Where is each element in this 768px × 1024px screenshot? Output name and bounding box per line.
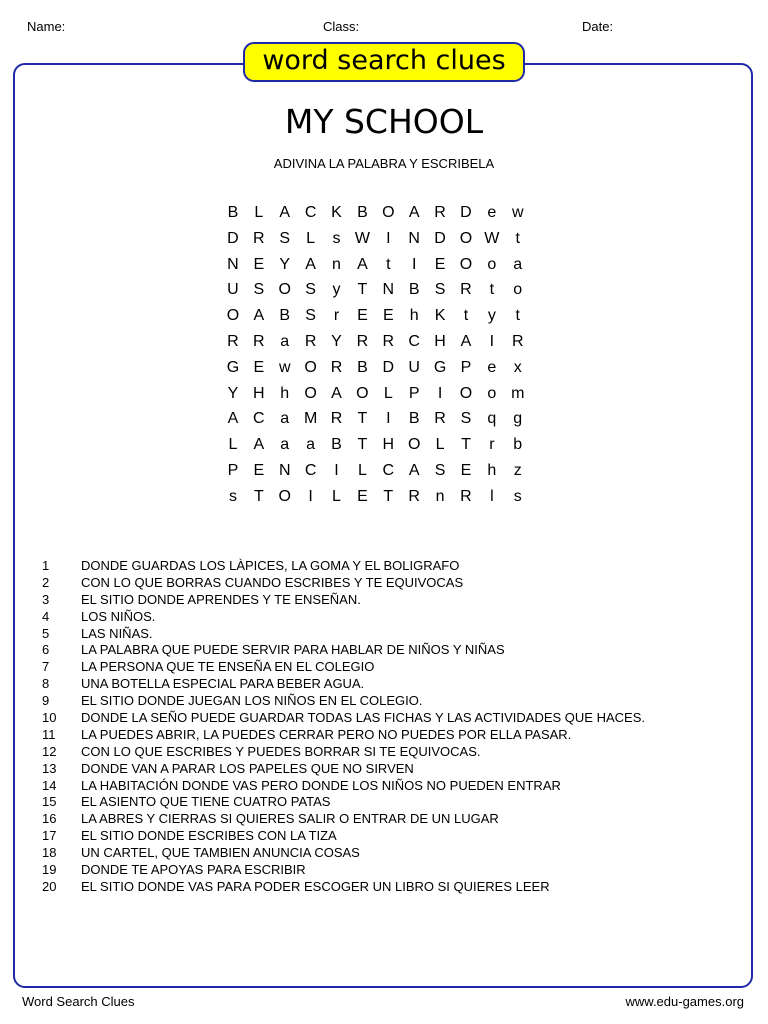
clue-text: EL SITIO DONDE ESCRIBES CON LA TIZA <box>81 828 337 844</box>
clue-text: LOS NIÑOS. <box>81 608 156 624</box>
clue-text: CON LO QUE ESCRIBES Y PUEDES BORRAR SI TE EQUIVOCAS. <box>81 743 481 759</box>
clue-item <box>0 879 768 896</box>
grid-cell[interactable]: O <box>407 436 421 454</box>
clue-number: 13 <box>42 760 57 776</box>
clue-item <box>0 710 768 727</box>
grid-cell[interactable]: O <box>459 255 473 273</box>
clue-text: LA HABITACIÓN DONDE VAS PERO DONDE LOS NIÑOS NO PUEDEN ENTRAR <box>81 777 561 793</box>
clue-list <box>0 558 768 896</box>
grid-cell[interactable]: a <box>280 436 290 454</box>
grid-cell[interactable]: t <box>515 307 520 325</box>
clue-item <box>0 744 768 761</box>
grid-cell[interactable]: t <box>515 229 520 247</box>
grid-cell[interactable]: e <box>487 204 497 221</box>
grid-cell[interactable]: C <box>408 332 420 350</box>
grid-cell[interactable]: R <box>382 332 395 350</box>
clue-item <box>0 794 768 811</box>
clue-number: 16 <box>42 811 57 827</box>
grid-cell[interactable]: E <box>434 255 446 273</box>
grid-cell[interactable]: m <box>511 384 525 402</box>
grid-cell[interactable]: T <box>383 487 394 505</box>
grid-cell[interactable]: G <box>433 358 447 376</box>
grid-row <box>220 484 546 510</box>
grid-cell[interactable]: H <box>382 436 395 454</box>
grid-cell[interactable]: K <box>331 204 342 221</box>
clue-number: 5 <box>42 625 50 641</box>
grid-cell[interactable]: C <box>253 410 265 428</box>
grid-cell[interactable]: R <box>511 332 524 350</box>
grid-cell[interactable]: a <box>513 255 523 273</box>
footer-url: www.edu-games.org <box>625 994 744 1009</box>
grid-cell[interactable]: R <box>434 204 446 221</box>
clue-text: LAS NIÑAS. <box>81 625 153 641</box>
clue-text: EL SITIO DONDE VAS PARA PODER ESCOGER UN LIBRO SI QUIERES LEER <box>81 878 550 894</box>
grid-cell[interactable]: I <box>489 332 495 350</box>
grid-cell[interactable]: O <box>459 229 473 247</box>
grid-cell[interactable]: H <box>253 384 265 402</box>
clue-number: 19 <box>42 862 57 878</box>
grid-cell[interactable]: A <box>331 384 342 402</box>
clue-text: LA ABRES Y CIERRAS SI QUIERES SALIR O ENTRAR DE UN LUGAR <box>81 811 499 827</box>
grid-cell[interactable]: N <box>408 229 420 247</box>
page-title: MY SCHOOL <box>284 102 484 141</box>
clue-text: LA PALABRA QUE PUEDE SERVIR PARA HABLAR DE NIÑOS Y NIÑAS <box>81 642 505 658</box>
clue-item <box>0 558 768 575</box>
grid-cell[interactable]: t <box>463 307 469 325</box>
grid-cell[interactable]: o <box>487 255 497 273</box>
grid-cell[interactable]: D <box>460 204 472 221</box>
grid-cell[interactable]: A <box>253 436 265 454</box>
grid-cell[interactable]: Y <box>279 255 291 273</box>
grid-cell[interactable]: I <box>308 487 313 505</box>
grid-cell[interactable]: L <box>306 229 316 247</box>
grid-cell[interactable]: g <box>513 410 523 428</box>
grid-cell[interactable]: B <box>408 410 420 428</box>
clue-item <box>0 828 768 845</box>
grid-cell[interactable]: L <box>228 436 238 454</box>
grid-cell[interactable]: L <box>435 436 445 454</box>
grid-cell[interactable]: N <box>278 461 291 479</box>
grid-cell[interactable]: R <box>227 332 239 350</box>
grid-cell[interactable]: E <box>357 307 368 325</box>
grid-cell[interactable]: N <box>227 255 239 273</box>
clue-item <box>0 845 768 862</box>
grid-cell[interactable]: S <box>305 307 316 325</box>
clue-text: UNA BOTELLA ESPECIAL PARA BEBER AGUA. <box>81 676 365 692</box>
clue-item <box>0 659 768 676</box>
grid-cell[interactable]: R <box>434 410 446 428</box>
grid-cell[interactable]: H <box>434 332 446 350</box>
grid-cell[interactable]: A <box>357 255 368 273</box>
grid-cell[interactable]: h <box>487 461 497 479</box>
grid-cell[interactable]: T <box>253 487 264 505</box>
clue-number: 20 <box>42 878 57 894</box>
grid-cell[interactable]: S <box>460 410 472 428</box>
date-label: Date: <box>582 19 614 34</box>
grid-cell[interactable]: n <box>435 487 445 505</box>
grid-cell[interactable]: I <box>411 255 417 273</box>
clue-number: 14 <box>42 777 57 793</box>
grid-cell[interactable]: D <box>382 358 395 376</box>
grid-cell[interactable]: T <box>357 410 368 428</box>
clue-number: 6 <box>42 642 50 658</box>
clue-text: EL SITIO DONDE JUEGAN LOS NIÑOS EN EL COLEGIO. <box>81 693 423 709</box>
grid-cell[interactable]: O <box>459 384 473 402</box>
grid-row <box>220 329 546 355</box>
grid-cell[interactable]: A <box>408 204 420 221</box>
footer-title: Word Search Clues <box>22 994 135 1009</box>
grid-cell[interactable]: t <box>489 281 495 299</box>
name-label: Name: <box>27 19 66 34</box>
grid-cell[interactable]: O <box>278 281 291 299</box>
grid-cell[interactable]: s <box>332 229 341 247</box>
grid-cell[interactable]: R <box>253 229 265 247</box>
grid-cell[interactable]: h <box>280 384 290 402</box>
grid-cell[interactable]: P <box>227 461 239 479</box>
grid-cell[interactable]: N <box>382 281 395 299</box>
grid-cell[interactable]: s <box>228 487 237 505</box>
grid-cell[interactable]: R <box>304 332 317 350</box>
grid-cell[interactable]: E <box>253 255 265 273</box>
clue-item <box>0 761 768 778</box>
clue-item <box>0 811 768 828</box>
grid-row <box>220 200 546 226</box>
clue-number: 2 <box>42 574 50 590</box>
grid-cell[interactable]: a <box>306 436 316 454</box>
clue-number: 18 <box>42 845 57 861</box>
clue-number: 9 <box>42 693 50 709</box>
clue-number: 3 <box>42 591 50 607</box>
clue-item <box>0 862 768 879</box>
clue-text: EL SITIO DONDE APRENDES Y TE ENSEÑAN. <box>81 591 361 607</box>
grid-cell[interactable]: W <box>354 229 370 247</box>
grid-cell[interactable]: C <box>304 204 317 221</box>
grid-cell[interactable]: U <box>408 358 420 376</box>
clue-text: DONDE LA SEÑO PUEDE GUARDAR TODAS LAS FICHAS Y LAS ACTIVIDADES QUE HACES. <box>81 710 645 726</box>
grid-cell[interactable]: A <box>279 204 291 221</box>
class-label: Class: <box>323 19 360 34</box>
grid-cell[interactable]: B <box>408 281 420 299</box>
clue-number: 1 <box>42 558 50 573</box>
clue-text: UN CARTEL, QUE TAMBIEN ANUNCIA COSAS <box>81 845 360 861</box>
word-search-grid <box>220 200 546 510</box>
clue-number: 8 <box>42 676 50 692</box>
grid-cell[interactable]: E <box>382 307 394 325</box>
grid-cell[interactable]: C <box>304 461 317 479</box>
clue-number: 12 <box>42 743 57 759</box>
clue-number: 17 <box>42 828 57 844</box>
grid-cell[interactable]: b <box>513 436 523 454</box>
grid-cell[interactable]: I <box>334 461 339 479</box>
grid-cell[interactable]: Y <box>227 384 239 402</box>
grid-cell[interactable]: G <box>226 358 240 376</box>
grid-row <box>220 381 546 407</box>
grid-cell[interactable]: s <box>513 487 522 505</box>
grid-cell[interactable]: O <box>304 384 317 402</box>
clue-item <box>0 592 768 609</box>
grid-cell[interactable]: D <box>434 229 446 247</box>
clue-item <box>0 727 768 744</box>
grid-cell[interactable]: Y <box>331 332 342 350</box>
grid-row <box>220 458 546 484</box>
grid-cell[interactable]: D <box>227 229 239 247</box>
instructions: ADIVINA LA PALABRA Y ESCRIBELA <box>273 156 495 171</box>
grid-cell[interactable]: E <box>460 461 472 479</box>
grid-cell[interactable]: n <box>332 255 341 273</box>
grid-cell[interactable]: r <box>489 436 495 454</box>
clue-number: 7 <box>42 659 50 675</box>
clue-number: 4 <box>42 608 50 624</box>
grid-cell[interactable]: a <box>280 332 290 350</box>
clue-item <box>0 676 768 693</box>
grid-cell[interactable]: A <box>253 307 265 325</box>
grid-cell[interactable]: A <box>227 410 239 428</box>
grid-cell[interactable]: U <box>227 281 239 299</box>
banner-title: word search clues <box>243 42 525 82</box>
grid-cell[interactable]: A <box>460 332 472 350</box>
grid-cell[interactable]: w <box>511 204 524 221</box>
grid-cell[interactable]: B <box>279 307 291 325</box>
clue-item <box>0 609 768 626</box>
grid-cell[interactable]: R <box>330 358 343 376</box>
grid-cell[interactable]: C <box>382 461 395 479</box>
grid-cell[interactable]: R <box>460 281 472 299</box>
clue-number: 15 <box>42 794 57 810</box>
grid-cell[interactable]: x <box>513 358 522 376</box>
grid-cell[interactable]: S <box>253 281 265 299</box>
grid-cell[interactable]: r <box>333 307 340 325</box>
grid-cell[interactable]: z <box>513 461 522 479</box>
clue-text: DONDE VAN A PARAR LOS PAPELES QUE NO SIRVEN <box>81 760 414 776</box>
grid-cell[interactable]: I <box>437 384 443 402</box>
grid-cell[interactable]: T <box>357 436 368 454</box>
grid-cell[interactable]: w <box>278 358 291 376</box>
grid-cell[interactable]: O <box>356 384 369 402</box>
grid-cell[interactable]: R <box>253 332 265 350</box>
clue-text: EL ASIENTO QUE TIENE CUATRO PATAS <box>81 794 331 810</box>
grid-cell[interactable]: O <box>226 307 240 325</box>
grid-cell[interactable]: R <box>356 332 369 350</box>
clue-item <box>0 642 768 659</box>
clue-number: 11 <box>42 726 56 742</box>
grid-cell[interactable]: P <box>408 384 420 402</box>
grid-cell[interactable]: M <box>303 410 318 428</box>
clue-item <box>0 693 768 710</box>
grid-cell[interactable]: I <box>386 229 391 247</box>
grid-cell[interactable]: E <box>253 358 265 376</box>
grid-cell[interactable]: A <box>408 461 420 479</box>
grid-cell[interactable]: K <box>434 307 446 325</box>
grid-row <box>220 355 546 381</box>
clue-item <box>0 778 768 795</box>
clue-text: DONDE GUARDAS LOS LÀPICES, LA GOMA Y EL BOLIGRAFO <box>81 558 460 573</box>
clue-number: 10 <box>42 710 57 726</box>
grid-cell[interactable]: P <box>460 358 472 376</box>
clue-text: LA PERSONA QUE TE ENSEÑA EN EL COLEGIO <box>81 659 375 675</box>
grid-row <box>220 226 546 252</box>
grid-cell[interactable]: R <box>330 410 343 428</box>
grid-cell[interactable]: O <box>304 358 317 376</box>
grid-cell[interactable]: A <box>305 255 316 273</box>
grid-cell[interactable]: L <box>332 487 341 505</box>
grid-cell[interactable]: l <box>490 487 494 505</box>
grid-cell[interactable]: R <box>408 487 420 505</box>
clue-item <box>0 626 768 643</box>
grid-cell[interactable]: o <box>513 281 523 299</box>
grid-cell[interactable]: O <box>278 487 291 505</box>
clue-text: LA PUEDES ABRIR, LA PUEDES CERRAR PERO NO PUEDES POR ELLA PASAR. <box>81 726 572 742</box>
grid-row <box>220 277 546 303</box>
grid-cell[interactable]: L <box>254 204 264 221</box>
grid-cell[interactable]: S <box>279 229 291 247</box>
clue-item <box>0 575 768 592</box>
grid-row <box>220 252 546 278</box>
clue-text: CON LO QUE BORRAS CUANDO ESCRIBES Y TE EQUIVOCAS <box>81 574 464 590</box>
grid-cell[interactable]: T <box>461 436 471 454</box>
grid-cell[interactable]: B <box>227 204 239 221</box>
grid-cell[interactable]: W <box>484 229 500 247</box>
grid-cell[interactable]: o <box>487 384 497 402</box>
grid-cell[interactable]: B <box>357 204 368 221</box>
grid-row <box>220 303 546 329</box>
grid-cell[interactable]: T <box>357 281 368 299</box>
grid-cell[interactable]: B <box>331 436 342 454</box>
grid-cell[interactable]: y <box>332 281 341 299</box>
grid-cell[interactable]: E <box>253 461 265 479</box>
grid-cell[interactable]: y <box>487 307 496 325</box>
grid-cell[interactable]: S <box>305 281 316 299</box>
clue-text: DONDE TE APOYAS PARA ESCRIBIR <box>81 862 306 878</box>
grid-cell[interactable]: e <box>487 358 497 376</box>
grid-cell[interactable]: t <box>386 255 391 273</box>
grid-cell[interactable]: B <box>357 358 368 376</box>
grid-cell[interactable]: I <box>386 410 391 428</box>
grid-row <box>220 406 546 432</box>
grid-cell[interactable]: S <box>434 461 446 479</box>
grid-cell[interactable]: L <box>383 384 393 402</box>
grid-cell[interactable]: R <box>460 487 472 505</box>
grid-cell[interactable]: q <box>487 410 497 428</box>
grid-cell[interactable]: E <box>357 487 368 505</box>
grid-cell[interactable]: S <box>434 281 446 299</box>
grid-cell[interactable]: h <box>409 307 419 325</box>
grid-row <box>220 432 546 458</box>
grid-cell[interactable]: L <box>357 461 367 479</box>
grid-cell[interactable]: a <box>280 410 290 428</box>
grid-cell[interactable]: O <box>382 204 395 221</box>
